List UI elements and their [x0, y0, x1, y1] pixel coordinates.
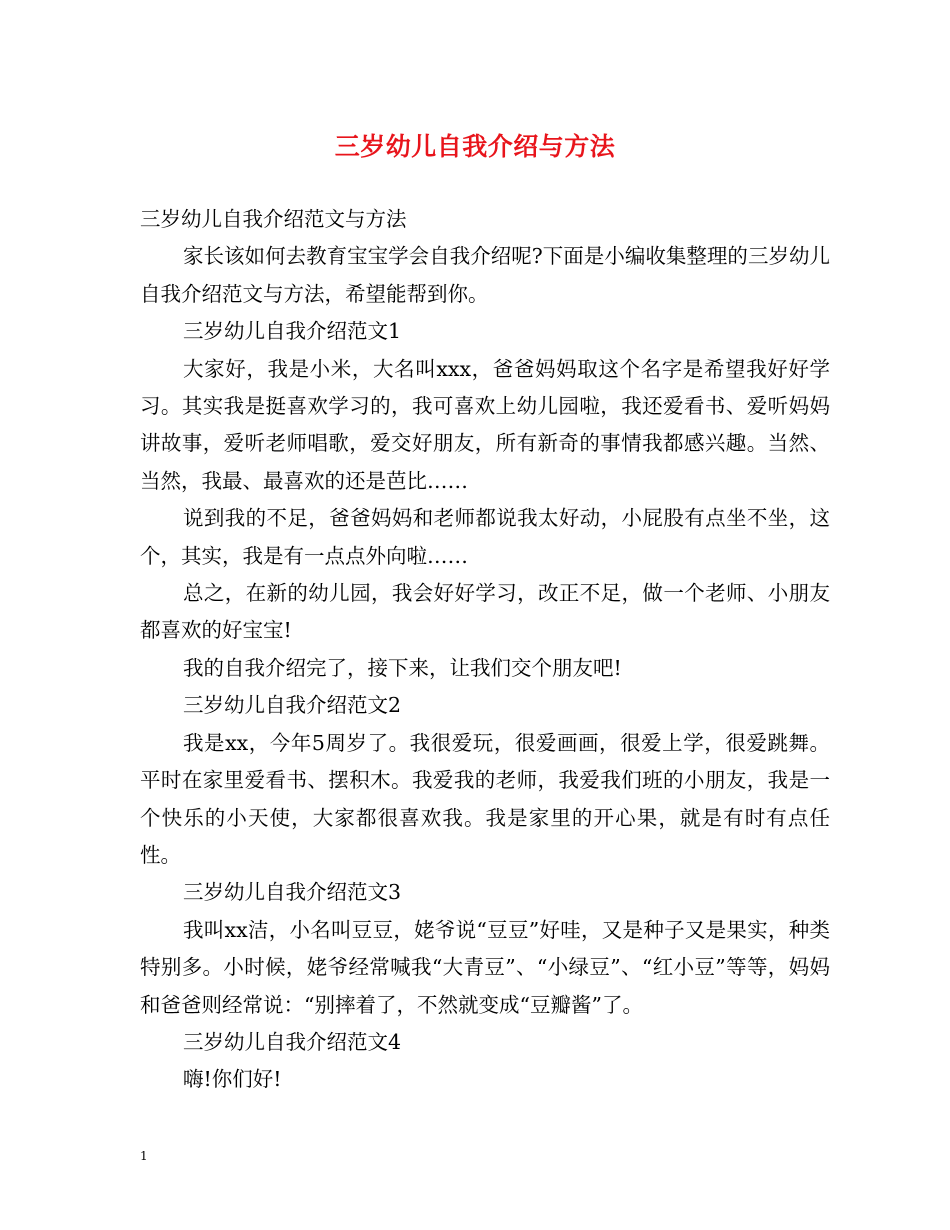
intro-paragraph: 家长该如何去教育宝宝学会自我介绍呢?下面是小编收集整理的三岁幼儿自我介绍范文与方法，希望能帮到你。 — [140, 244, 830, 306]
section-heading-1: 三岁幼儿自我介绍范文1 — [183, 319, 402, 344]
paragraph: 我叫xx洁，小名叫豆豆，姥爷说“豆豆”好哇，又是种子又是果实，种类特别多。小时候，姥爷经常喊我“大青豆”、“小绿豆”、“红小豆”等等，妈妈和爸爸则经常说：“别摔着了，不然就变成“豆瓣酱”了。 — [140, 917, 830, 1017]
document-title: 三岁幼儿自我介绍与方法 — [334, 132, 616, 161]
paragraph: 总之，在新的幼儿园，我会好好学习，改正不足，做一个老师、小朋友都喜欢的好宝宝! — [140, 581, 830, 643]
page-number: 1 — [140, 1149, 148, 1163]
document-body — [140, 201, 830, 1099]
paragraph: 我是xx，今年5周岁了。我很爱玩，很爱画画，很爱上学，很爱跳舞。平时在家里爱看书、摆积木。我爱我的老师，我爱我们班的小朋友，我是一个快乐的小天使，大家都很喜欢我。我是家里的开心果，就是有时有点任性。 — [140, 730, 830, 867]
paragraph: 嗨!你们好! — [183, 1067, 282, 1092]
section-heading-3: 三岁幼儿自我介绍范文3 — [183, 880, 402, 905]
paragraph: 我的自我介绍完了，接下来，让我们交个朋友吧! — [183, 655, 622, 680]
paragraph: 说到我的不足，爸爸妈妈和老师都说我太好动，小屁股有点坐不坐，这个，其实，我是有一点点外向啦…… — [140, 506, 830, 568]
section-heading-2: 三岁幼儿自我介绍范文2 — [183, 693, 402, 718]
section-heading-4: 三岁幼儿自我介绍范文4 — [183, 1029, 402, 1054]
paragraph: 大家好，我是小米，大名叫xxx，爸爸妈妈取这个名字是希望我好好学习。其实我是挺喜欢学习的，我可喜欢上幼儿园啦，我还爱看书、爱听妈妈讲故事，爱听老师唱歌，爱交好朋友，所有新奇的事情我都感兴趣。当然、当然，我最、最喜欢的还是芭比…… — [140, 356, 830, 493]
subtitle-paragraph: 三岁幼儿自我介绍范文与方法 — [140, 207, 407, 231]
